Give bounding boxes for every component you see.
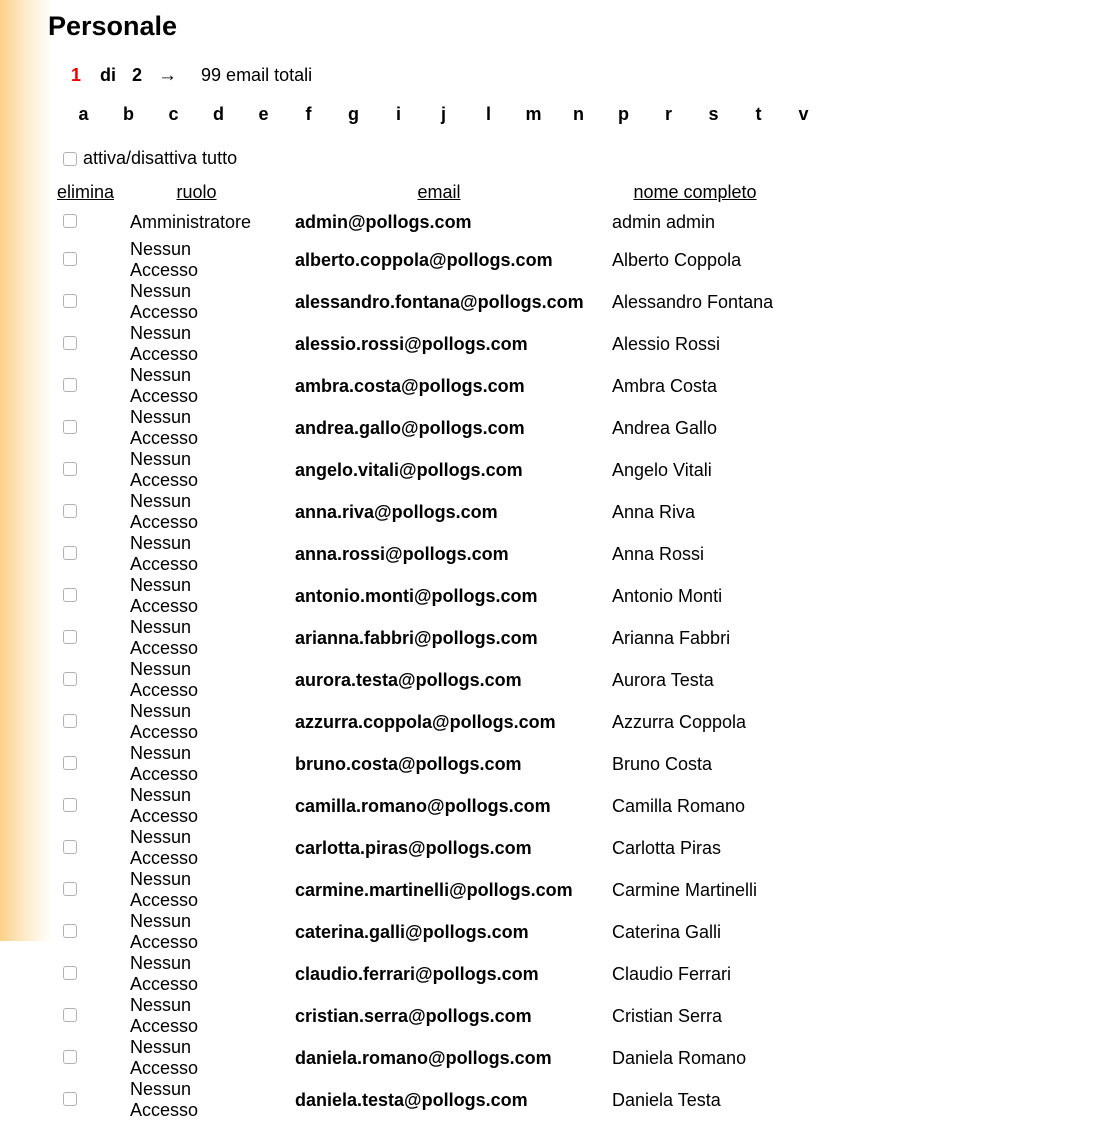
name-cell: Aurora Testa — [612, 669, 714, 690]
table-row — [57, 869, 778, 911]
name-cell: Daniela Testa — [612, 1089, 721, 1110]
alphabet-filter-n[interactable]: n — [573, 104, 584, 124]
role-cell: Nessun Accesso — [130, 533, 199, 574]
role-cell: Nessun Accesso — [130, 911, 199, 952]
row-checkbox-cell — [57, 1037, 130, 1079]
role-cell: Nessun Accesso — [130, 323, 199, 364]
row-checkbox-cell — [57, 239, 130, 281]
role-cell: Nessun Accesso — [130, 575, 199, 616]
row-checkbox-cell — [57, 449, 130, 491]
email-cell: aurora.testa@pollogs.com — [295, 669, 522, 690]
column-header-nome-completo[interactable]: nome completo — [633, 182, 757, 202]
row-checkbox-cell — [57, 659, 130, 701]
row-delete-checkbox[interactable] — [63, 214, 77, 228]
email-cell: cristian.serra@pollogs.com — [295, 1005, 532, 1026]
row-delete-checkbox[interactable] — [63, 1050, 77, 1064]
alphabet-filter-c[interactable]: c — [168, 104, 179, 124]
email-cell: alessio.rossi@pollogs.com — [295, 333, 528, 354]
email-cell: azzurra.coppola@pollogs.com — [295, 711, 556, 732]
alphabet-filter-s[interactable]: s — [708, 104, 719, 124]
role-cell: Nessun Accesso — [130, 365, 199, 406]
row-checkbox-cell — [57, 575, 130, 617]
email-cell: anna.riva@pollogs.com — [295, 501, 498, 522]
email-cell: alessandro.fontana@pollogs.com — [295, 291, 584, 312]
row-delete-checkbox[interactable] — [63, 924, 77, 938]
email-cell: camilla.romano@pollogs.com — [295, 795, 551, 816]
row-checkbox-cell — [57, 533, 130, 575]
table-row — [57, 323, 778, 365]
alphabet-filter-j[interactable]: j — [440, 104, 446, 124]
row-delete-checkbox[interactable] — [63, 504, 77, 518]
row-checkbox-cell — [57, 995, 130, 1037]
role-cell: Amministratore — [130, 212, 252, 232]
row-delete-checkbox[interactable] — [63, 672, 77, 686]
table-row — [57, 491, 778, 533]
email-cell: daniela.testa@pollogs.com — [295, 1089, 528, 1110]
row-delete-checkbox[interactable] — [63, 420, 77, 434]
email-cell: caterina.galli@pollogs.com — [295, 921, 529, 942]
table-row — [57, 533, 778, 575]
name-cell: Alessandro Fontana — [612, 291, 774, 312]
row-delete-checkbox[interactable] — [63, 546, 77, 560]
email-total-count: 99 email totali — [201, 65, 313, 85]
row-delete-checkbox[interactable] — [63, 840, 77, 854]
role-cell: Nessun Accesso — [130, 701, 199, 742]
table-row — [57, 281, 778, 323]
row-delete-checkbox[interactable] — [63, 798, 77, 812]
email-cell: claudio.ferrari@pollogs.com — [295, 963, 539, 984]
row-checkbox-cell — [57, 911, 130, 953]
table-row — [57, 449, 778, 491]
email-cell: arianna.fabbri@pollogs.com — [295, 627, 538, 648]
alphabet-filter-v[interactable]: v — [798, 104, 809, 124]
role-cell: Nessun Accesso — [130, 953, 199, 994]
name-cell: Camilla Romano — [612, 795, 746, 816]
table-row — [57, 239, 778, 281]
page-title: Personale — [48, 11, 178, 41]
email-cell: andrea.gallo@pollogs.com — [295, 417, 525, 438]
name-cell: Anna Riva — [612, 501, 696, 522]
toggle-all-row — [63, 150, 1103, 167]
row-checkbox-cell — [57, 1079, 130, 1121]
row-delete-checkbox[interactable] — [63, 588, 77, 602]
role-cell: Nessun Accesso — [130, 491, 199, 532]
alphabet-filter-i[interactable]: i — [395, 104, 401, 124]
row-delete-checkbox[interactable] — [63, 966, 77, 980]
row-checkbox-cell — [57, 869, 130, 911]
role-cell: Nessun Accesso — [130, 407, 199, 448]
table-row — [57, 365, 778, 407]
row-checkbox-cell — [57, 701, 130, 743]
row-delete-checkbox[interactable] — [63, 882, 77, 896]
name-cell: Carlotta Piras — [612, 837, 722, 858]
alphabet-filter-f[interactable]: f — [305, 104, 312, 124]
name-cell: Anna Rossi — [612, 543, 705, 564]
pagination-current-page: 1 — [71, 65, 82, 85]
alphabet-filter-p[interactable]: p — [618, 104, 629, 124]
pagination-next-arrow-icon[interactable]: → — [158, 65, 178, 86]
people-table-body — [57, 206, 778, 1121]
row-checkbox-cell — [57, 323, 130, 365]
table-row — [57, 701, 778, 743]
name-cell: Claudio Ferrari — [612, 963, 732, 984]
row-checkbox-cell — [57, 407, 130, 449]
email-cell: admin@pollogs.com — [295, 212, 472, 232]
role-cell: Nessun Accesso — [130, 827, 199, 868]
role-cell: Nessun Accesso — [130, 239, 199, 280]
people-table — [57, 179, 778, 1121]
alphabet-filter-g[interactable]: g — [348, 104, 359, 124]
alphabet-filter-m[interactable]: m — [525, 104, 542, 124]
row-checkbox-cell — [57, 785, 130, 827]
alphabet-filter-t[interactable]: t — [755, 104, 762, 124]
name-cell: Cristian Serra — [612, 1005, 723, 1026]
alphabet-filter-a[interactable]: a — [78, 104, 89, 124]
table-row — [57, 743, 778, 785]
row-checkbox-cell — [57, 953, 130, 995]
name-cell: Arianna Fabbri — [612, 627, 731, 648]
role-cell: Nessun Accesso — [130, 449, 199, 490]
pagination-of-label: di — [100, 65, 117, 85]
row-delete-checkbox[interactable] — [63, 756, 77, 770]
email-cell: angelo.vitali@pollogs.com — [295, 459, 523, 480]
table-row — [57, 617, 778, 659]
alphabet-filter-r[interactable]: r — [664, 104, 672, 124]
table-row — [57, 206, 778, 239]
role-cell: Nessun Accesso — [130, 995, 199, 1036]
name-cell: Daniela Romano — [612, 1047, 747, 1068]
name-cell: admin admin — [612, 212, 716, 232]
row-delete-checkbox[interactable] — [63, 714, 77, 728]
name-cell: Bruno Costa — [612, 753, 713, 774]
email-cell: carmine.martinelli@pollogs.com — [295, 879, 573, 900]
row-checkbox-cell — [57, 491, 130, 533]
table-row — [57, 827, 778, 869]
email-cell: alberto.coppola@pollogs.com — [295, 249, 553, 270]
table-row — [57, 575, 778, 617]
table-row — [57, 1079, 778, 1121]
pagination — [48, 64, 1103, 86]
name-cell: Ambra Costa — [612, 375, 718, 396]
row-delete-checkbox[interactable] — [63, 294, 77, 308]
name-cell: Angelo Vitali — [612, 459, 712, 480]
toggle-all-label: attiva/disattiva tutto — [83, 148, 238, 168]
role-cell: Nessun Accesso — [130, 659, 199, 700]
role-cell: Nessun Accesso — [130, 869, 199, 910]
alphabet-filter-e[interactable]: e — [258, 104, 269, 124]
table-header-row — [57, 179, 778, 206]
row-checkbox-cell — [57, 365, 130, 407]
alphabet-filter — [48, 104, 1103, 125]
name-cell: Alessio Rossi — [612, 333, 721, 354]
role-cell: Nessun Accesso — [130, 785, 199, 826]
row-delete-checkbox[interactable] — [63, 378, 77, 392]
table-row — [57, 659, 778, 701]
role-cell: Nessun Accesso — [130, 617, 199, 658]
row-checkbox-cell — [57, 743, 130, 785]
table-row — [57, 995, 778, 1037]
row-delete-checkbox[interactable] — [63, 630, 77, 644]
table-row — [57, 953, 778, 995]
name-cell: Andrea Gallo — [612, 417, 718, 438]
email-cell: antonio.monti@pollogs.com — [295, 585, 538, 606]
row-checkbox-cell — [57, 281, 130, 323]
row-delete-checkbox[interactable] — [63, 1008, 77, 1022]
table-row — [57, 407, 778, 449]
row-checkbox-cell — [57, 617, 130, 659]
alphabet-filter-b[interactable]: b — [123, 104, 134, 124]
row-checkbox-cell — [57, 206, 130, 239]
table-row — [57, 1037, 778, 1079]
pagination-page-2-link[interactable]: 2 — [132, 65, 143, 85]
role-cell: Nessun Accesso — [130, 743, 199, 784]
row-checkbox-cell — [57, 827, 130, 869]
name-cell: Antonio Monti — [612, 585, 723, 606]
row-delete-checkbox[interactable] — [63, 252, 77, 266]
role-cell: Nessun Accesso — [130, 1037, 199, 1078]
column-header-email[interactable]: email — [417, 182, 461, 202]
table-row — [57, 911, 778, 953]
row-delete-checkbox[interactable] — [63, 336, 77, 350]
row-delete-checkbox[interactable] — [63, 462, 77, 476]
name-cell: Alberto Coppola — [612, 249, 742, 270]
row-delete-checkbox[interactable] — [63, 1092, 77, 1106]
role-cell: Nessun Accesso — [130, 1079, 199, 1120]
name-cell: Caterina Galli — [612, 921, 722, 942]
table-row — [57, 785, 778, 827]
column-header-ruolo[interactable]: ruolo — [176, 182, 217, 202]
name-cell: Carmine Martinelli — [612, 879, 758, 900]
email-cell: carlotta.piras@pollogs.com — [295, 837, 532, 858]
name-cell: Azzurra Coppola — [612, 711, 747, 732]
column-header-elimina[interactable]: elimina — [57, 182, 115, 202]
toggle-all-checkbox[interactable] — [63, 152, 77, 166]
alphabet-filter-l[interactable]: l — [485, 104, 491, 124]
email-cell: daniela.romano@pollogs.com — [295, 1047, 552, 1068]
email-cell: ambra.costa@pollogs.com — [295, 375, 525, 396]
alphabet-filter-d[interactable]: d — [213, 104, 224, 124]
email-cell: anna.rossi@pollogs.com — [295, 543, 509, 564]
email-cell: bruno.costa@pollogs.com — [295, 753, 522, 774]
role-cell: Nessun Accesso — [130, 281, 199, 322]
